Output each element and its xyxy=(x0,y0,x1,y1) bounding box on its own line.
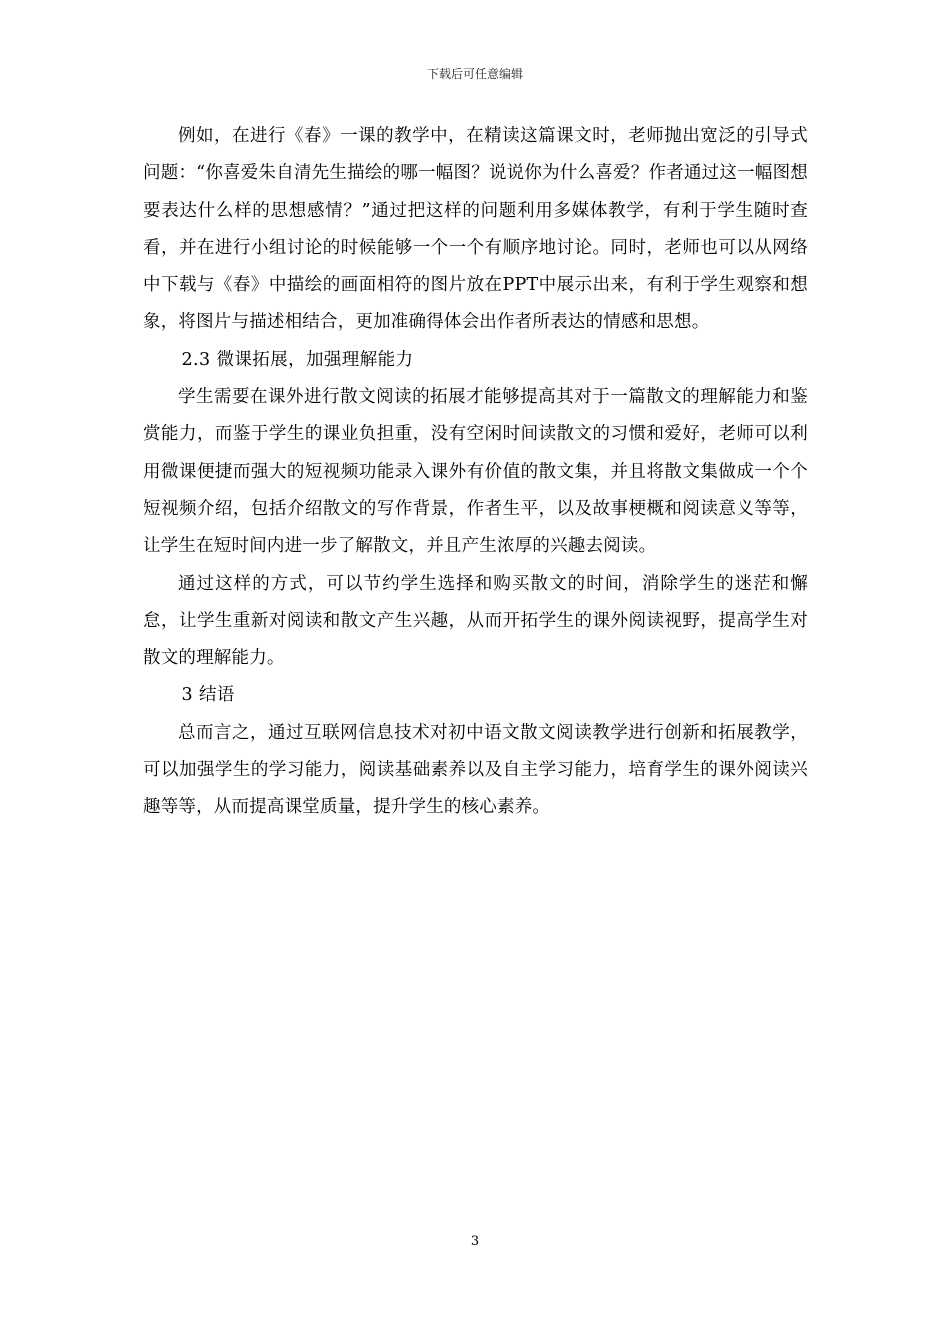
page-number: 3 xyxy=(470,1234,480,1249)
document-body xyxy=(143,118,808,827)
paragraph-micro-course: 学生需要在课外进行散文阅读的拓展才能够提高其对于一篇散文的理解能力和鉴赏能力，而鉴于学生的课业负担重，没有空闲时间读散文的习惯和爱好，老师可以利用微课便捷而强大的短视频功能录入课外有价值的散文集，并且将散文集做成一个个短视频介绍，包括介绍散文的写作背景，作者生平，以及故事梗概和阅读意义等等，让学生在短时间内进一步了解散文，并且产生浓厚的兴趣去阅读。 xyxy=(143,387,808,557)
paragraph-spring-lesson-example: 例如，在进行《春》一课的教学中，在精读这篇课文时，老师抛出宽泛的引导式问题：“你喜爱朱自清先生描绘的哪一幅图？说说你为什么喜爱？作者通过这一幅图想要表达什么样的思想感情？”通过把这样的问题利用多媒体教学，有利于学生随时查看，并在进行小组讨论的时候能够一个一个有顺序地讨论。同时，老师也可以从网络中下载与《春》中描绘的画面相符的图片放在PPT中展示出来，有利于学生观察和想象，将图片与描述相结合，更加准确得体会出作者所表达的情感和思想。 xyxy=(143,126,808,333)
section-heading-conclusion: 3 结语 xyxy=(181,685,235,706)
paragraph-conclusion: 总而言之，通过互联网信息技术对初中语文散文阅读教学进行创新和拓展教学，可以加强学生的学习能力，阅读基础素养以及自主学习能力，培育学生的课外阅读兴趣等等，从而提高课堂质量，提升学生的核心素养。 xyxy=(143,722,808,818)
paragraph-benefits: 通过这样的方式，可以节约学生选择和购买散文的时间，消除学生的迷茫和懈怠，让学生重新对阅读和散文产生兴趣，从而开拓学生的课外阅读视野，提高学生对散文的理解能力。 xyxy=(143,573,808,669)
page-header: 下载后可任意编辑 xyxy=(426,67,523,81)
section-heading-2-3: 2.3 微课拓展，加强理解能力 xyxy=(181,349,414,370)
